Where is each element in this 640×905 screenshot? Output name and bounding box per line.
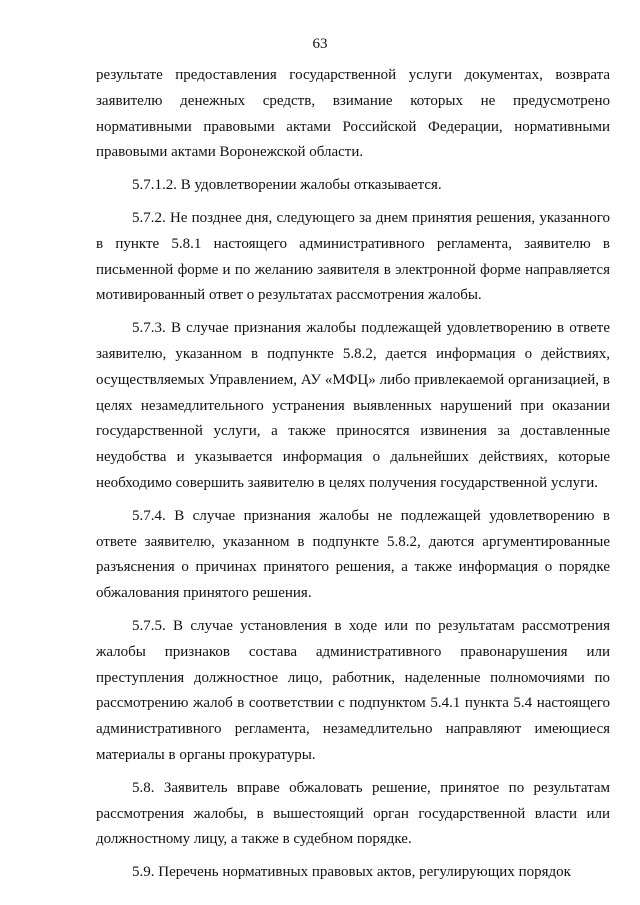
paragraph-5-7-4: 5.7.4. В случае признания жалобы не подлежащей удовлетворению в ответе заявителю, указанном в подпункте 5.8.2, даются аргументированные разъяснения о причинах принятого решения, а также информация о порядке обжалования принятого решения. — [96, 507, 610, 602]
paragraph-5-7-3: 5.7.3. В случае признания жалобы подлежащей удовлетворению в ответе заявителю, указанном в подпункте 5.8.2, дается информация о действиях, осуществляемых Управлением, АУ «МФЦ» либо привлекаемой организацией, в целях незамедлительного устранения выявленных нарушений при оказании государственной услуги, а также приносятся извинения за доставленные неудобства и указывается информация о дальнейших действиях, которые необходимо совершить заявителю в целях получения государственной услуги. — [96, 320, 610, 491]
paragraph-5-9: 5.9. Перечень нормативных правовых актов, регулирующих порядок — [132, 864, 571, 881]
paragraph-5-7-5: 5.7.5. В случае установления в ходе или по результатам рассмотрения жалобы признаков состава административного правонарушения или преступления должностное лицо, работник, наделенные полномочиями по рассмотрению жалоб в соответствии с подпунктом 5.4.1 пункта 5.4 настоящего административного регламента, незамедлительно направляют имеющиеся материалы в органы прокуратуры. — [96, 617, 610, 763]
page-number: 63 — [312, 36, 328, 52]
paragraph-5-7-1-2: 5.7.1.2. В удовлетворении жалобы отказывается. — [132, 177, 442, 194]
paragraph-5-8: 5.8. Заявитель вправе обжаловать решение, принятое по результатам рассмотрения жалобы, в вышестоящий орган государственной власти или должностному лицу, а также в судебном порядке. — [96, 779, 610, 848]
paragraph-continuation: результате предоставления государственной услуги документах, возврата заявителю денежных средств, взимание которых не предусмотрено нормативными правовыми актами Российской Федерации, нормативными правовыми актами Воронежской области. — [96, 67, 610, 161]
document-body — [96, 63, 610, 893]
paragraph-5-7-2: 5.7.2. Не позднее дня, следующего за днем принятия решения, указанного в пункте 5.8.1 настоящего административного регламента, заявителю в письменной форме и по желанию заявителя в электронной форме направляется мотивированный ответ о результатах рассмотрения жалобы. — [96, 209, 610, 304]
